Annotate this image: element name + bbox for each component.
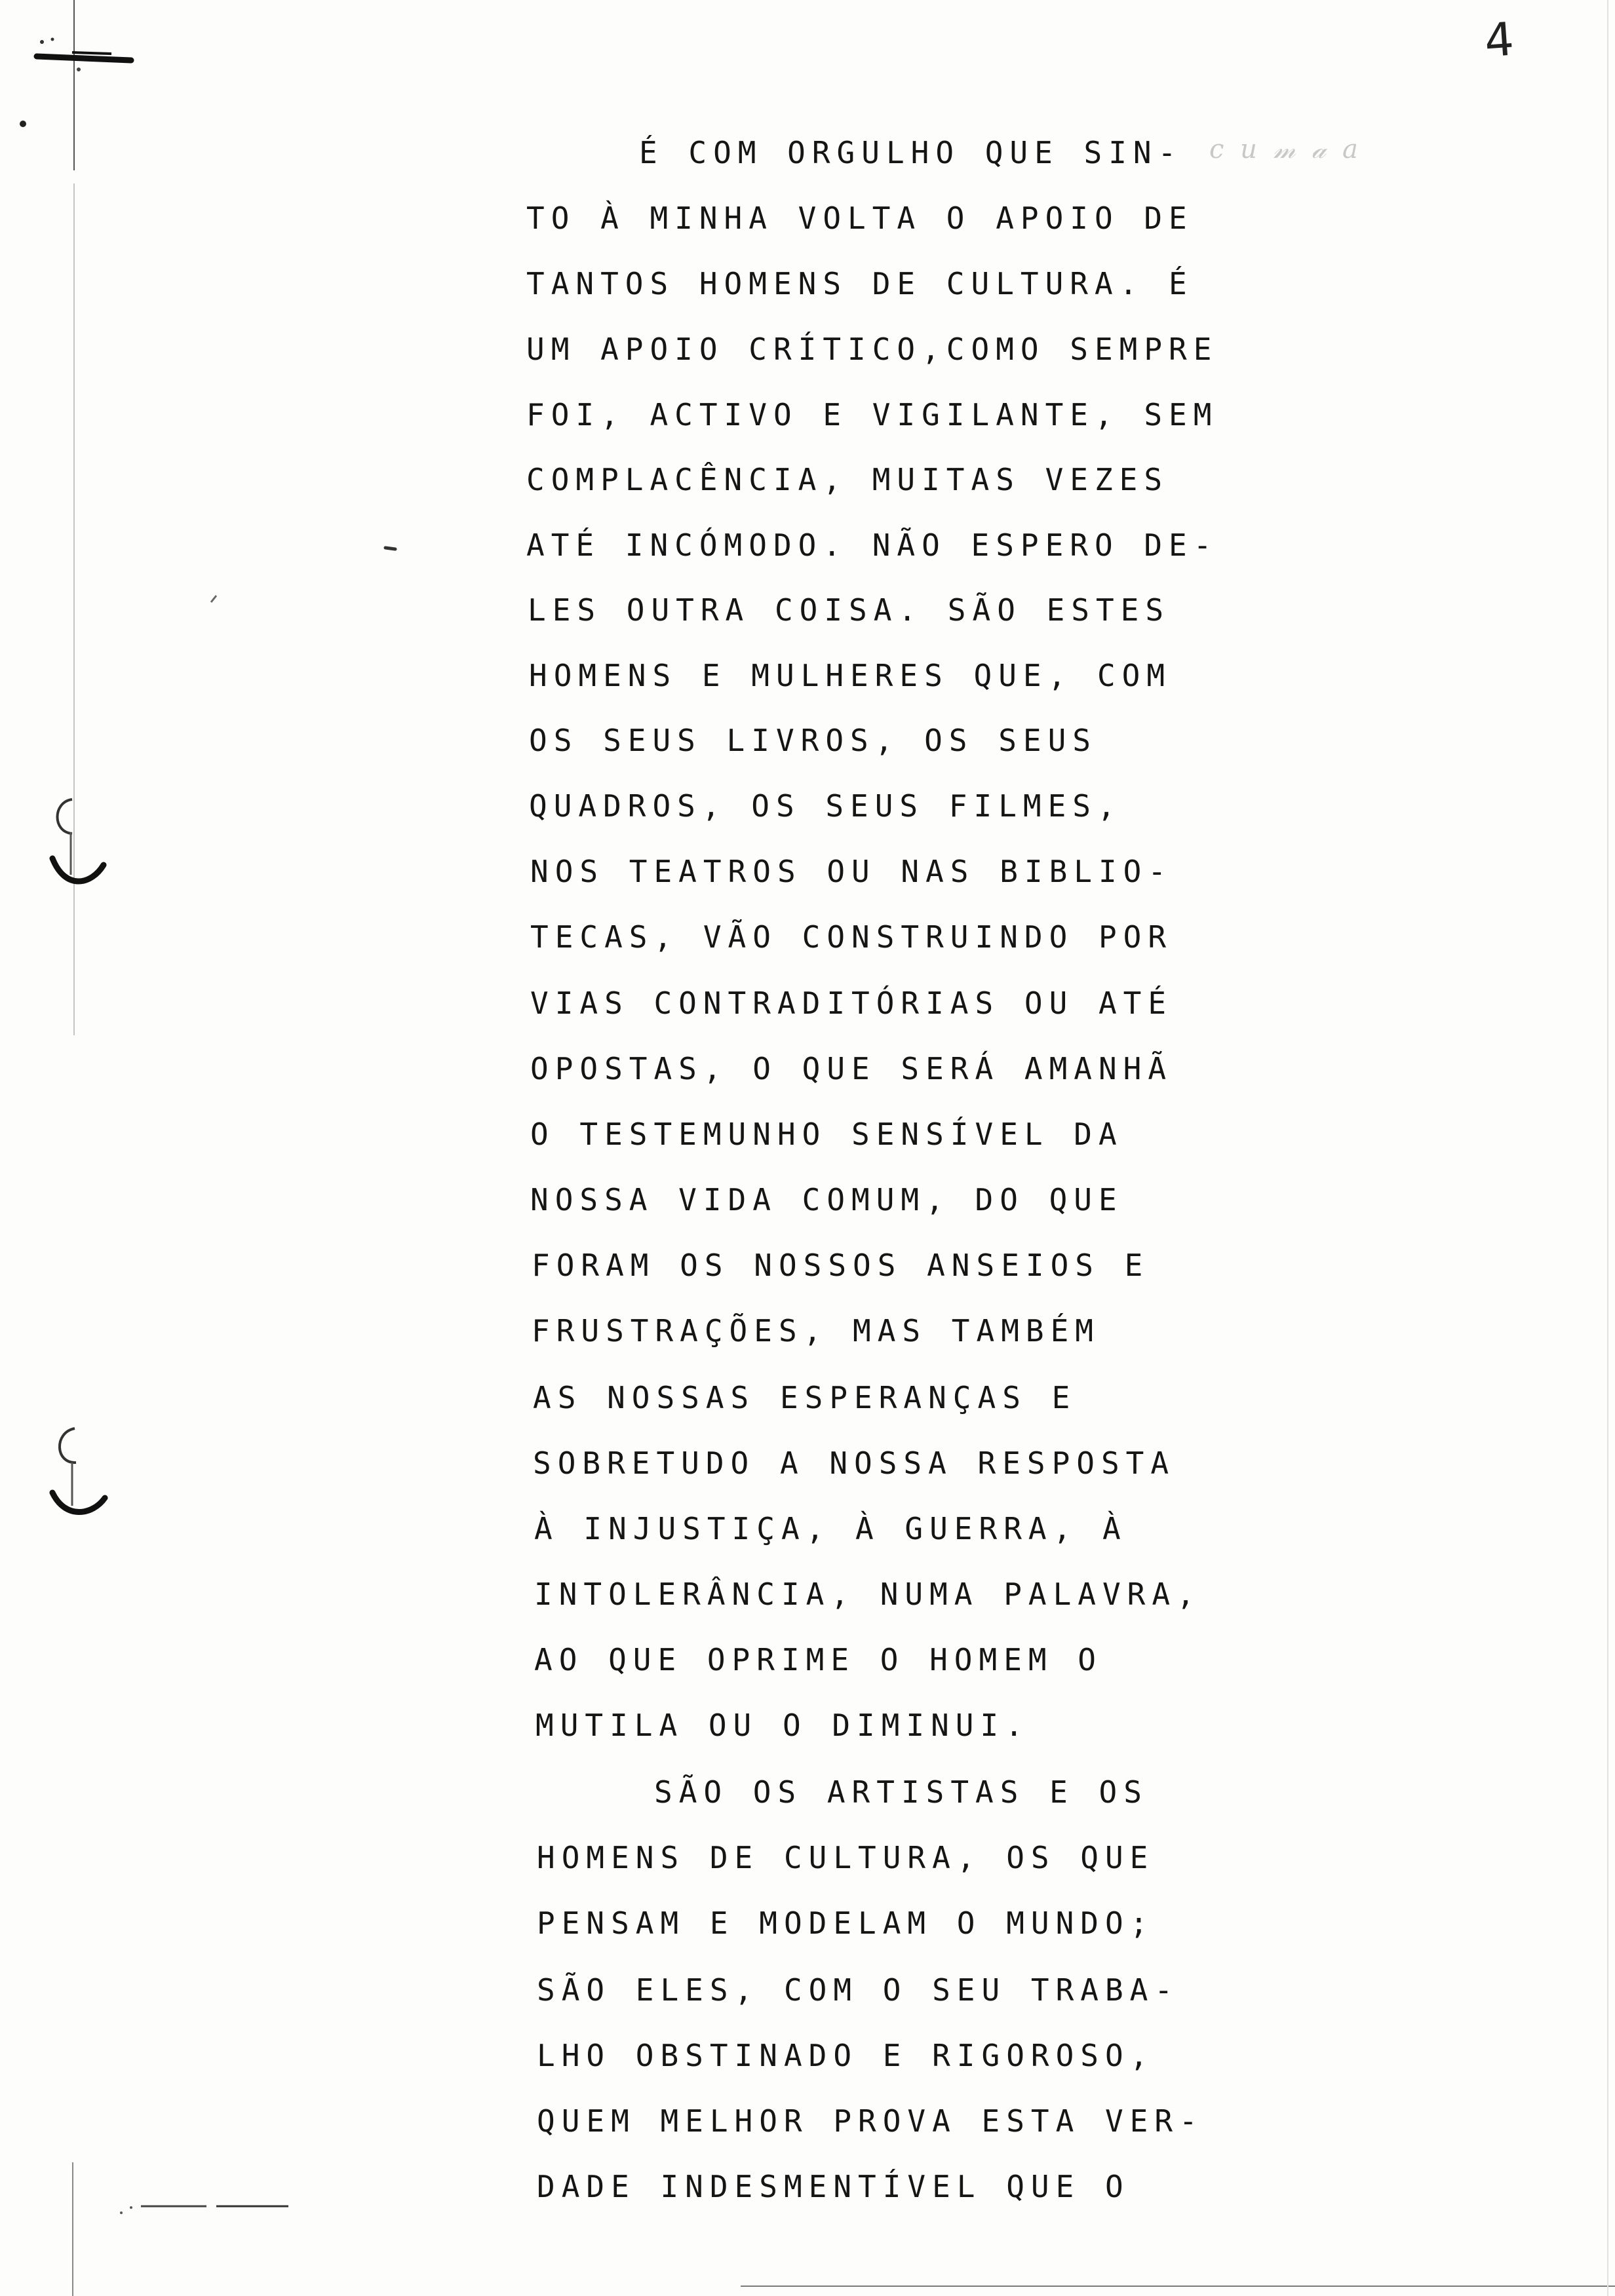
left-margin-line-top	[73, 0, 75, 170]
text-line: À INJUSTIÇA, À GUERRA, À	[534, 1511, 1127, 1546]
text-line: SÃO OS ARTISTAS E OS	[654, 1774, 1148, 1810]
text-line: É COM ORGULHO QUE SIN-	[639, 135, 1183, 170]
text-line: LES OUTRA COISA. SÃO ESTES	[528, 592, 1171, 628]
text-line: TECAS, VÃO CONSTRUINDO POR	[530, 919, 1173, 955]
text-line: PENSAM E MODELAM O MUNDO;	[537, 1905, 1155, 1941]
right-edge-line	[1607, 0, 1608, 2296]
left-margin-line-low	[72, 2162, 73, 2296]
text-line: SOBRETUDO A NOSSA RESPOSTA	[533, 1445, 1176, 1481]
text-line: FRUSTRAÇÕES, MAS TAMBÉM	[532, 1313, 1100, 1349]
binder-hole-mark-upper	[46, 793, 111, 891]
text-line: DADE INDESMENTÍVEL QUE O	[537, 2169, 1130, 2204]
page-number: 4	[1483, 12, 1516, 68]
speck-mark-2	[208, 593, 222, 606]
text-line: NOS TEATROS OU NAS BIBLIO-	[530, 854, 1173, 889]
text-line: ATÉ INCÓMODO. NÃO ESPERO DE-	[526, 527, 1218, 563]
text-line: HOMENS DE CULTURA, OS QUE	[537, 1840, 1155, 1875]
top-left-dash-mark	[33, 33, 144, 79]
text-line: UM APOIO CRÍTICO,COMO SEMPRE	[526, 332, 1218, 367]
margin-dot	[18, 119, 28, 128]
bottom-rule	[741, 2286, 1615, 2287]
text-line: LHO OBSTINADO E RIGOROSO,	[537, 2038, 1155, 2073]
text-line: COMPLACÊNCIA, MUITAS VEZES	[526, 462, 1169, 497]
text-line: O TESTEMUNHO SENSÍVEL DA	[530, 1117, 1123, 1152]
text-line: TO À MINHA VOLTA O APOIO DE	[526, 201, 1194, 236]
text-line: AO QUE OPRIME O HOMEM O	[534, 1642, 1102, 1677]
speck-mark-1	[383, 543, 403, 556]
text-line: SÃO ELES, COM O SEU TRABA-	[537, 1972, 1180, 2008]
text-line: NOSSA VIDA COMUM, DO QUE	[530, 1182, 1123, 1217]
binder-hole-mark-lower	[46, 1422, 111, 1520]
faint-handwritten-note: c u 𝓂 𝒶 a	[1209, 134, 1362, 164]
text-line: QUADROS, OS SEUS FILMES,	[529, 788, 1122, 824]
text-line: TANTOS HOMENS DE CULTURA. É	[526, 266, 1194, 301]
text-line: INTOLERÂNCIA, NUMA PALAVRA,	[534, 1577, 1201, 1612]
text-line: AS NOSSAS ESPERANÇAS E	[533, 1380, 1077, 1415]
bottom-left-dashes	[115, 2198, 298, 2218]
text-line: HOMENS E MULHERES QUE, COM	[529, 658, 1172, 693]
text-line: VIAS CONTRADITÓRIAS OU ATÉ	[530, 985, 1173, 1021]
text-line: FORAM OS NOSSOS ANSEIOS E	[532, 1248, 1150, 1283]
text-line: OPOSTAS, O QUE SERÁ AMANHÃ	[530, 1051, 1173, 1086]
left-margin-line-mid	[73, 183, 75, 1035]
text-line: MUTILA OU O DIMINUI.	[535, 1708, 1030, 1743]
text-line: FOI, ACTIVO E VIGILANTE, SEM	[526, 397, 1218, 432]
text-line: OS SEUS LIVROS, OS SEUS	[529, 723, 1097, 758]
text-line: QUEM MELHOR PROVA ESTA VER-	[537, 2103, 1204, 2139]
